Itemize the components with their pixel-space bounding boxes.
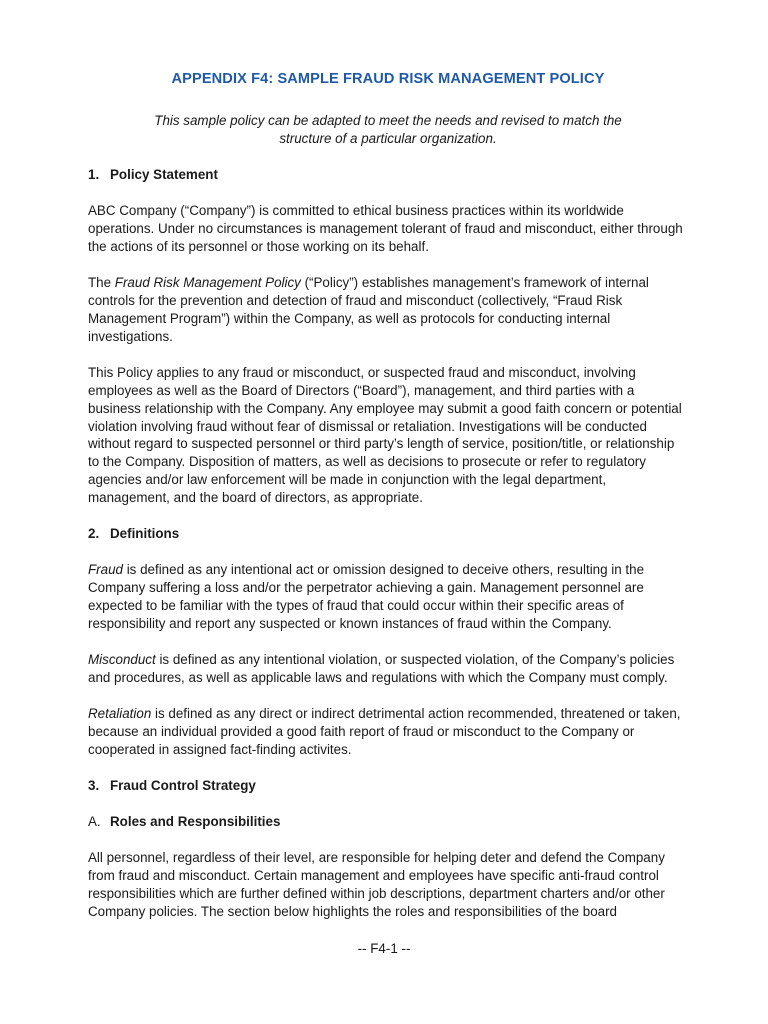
definition-retaliation xyxy=(88,705,688,759)
definition-text: is defined as any direct or indirect detrimental action recommended, threatened or taken, because an individual provided a good faith report of fraud or misconduct to the Company or cooperated in assigned fact-finding activites. xyxy=(88,706,681,757)
paragraph-text: The xyxy=(88,274,115,290)
paragraph: All personnel, regardless of their level, are responsible for helping deter and defend the Company from fraud and misconduct. Certain management and employees have specific anti-fraud control responsibilities which are further defined within job descriptions, department charters and/or other Company policies. The section below highlights the roles and responsibilities of the board xyxy=(88,849,665,919)
policy-term: Fraud Risk Management Policy xyxy=(114,274,301,290)
document-page xyxy=(88,66,688,939)
subtitle-line-2: structure of a particular organization. xyxy=(279,131,497,146)
defined-term: Misconduct xyxy=(88,652,156,668)
defined-term: Fraud xyxy=(88,562,123,578)
defined-term: Retaliation xyxy=(88,706,152,722)
paragraph: ABC Company (“Company”) is committed to ethical business practices within its worldwide operations. Under no circumstances is management tolerant of fraud and misconduct, either through the actions of its personnel or those working on its behalf. xyxy=(88,203,683,254)
paragraph xyxy=(88,274,688,346)
section-3-heading xyxy=(88,777,688,795)
section-2-heading xyxy=(88,525,688,543)
subtitle-line-1: This sample policy can be adapted to meet the needs and revised to match the xyxy=(154,113,622,128)
subsection-letter: A. xyxy=(88,813,101,829)
paragraph: This Policy applies to any fraud or misconduct, or suspected fraud and misconduct, involving employees as well as the Board of Directors (“Board”), management, and third parties with a business relationship with the Company. Any employee may submit a good faith concern or potential violation involving fraud without fear of dismissal or retaliation. Investigations will be conducted without regard to suspected personnel or third party’s length of service, position/title, or relationship to the Company. Disposition of matters, as well as decisions to prosecute or refer to regulatory agencies and/or law enforcement will be made in conjunction with the legal department, management, and the board of directors, as appropriate. xyxy=(88,364,682,506)
document-title: APPENDIX F4: SAMPLE FRAUD RISK MANAGEMENT POLICY xyxy=(171,71,605,87)
section-number: 2. xyxy=(88,526,100,542)
definition-text: is defined as any intentional act or omission designed to deceive others, resulting in the Company suffering a loss and/or the perpetrator achieving a gain. Management personnel are expected to be familiar with the types of fraud that could occur within their specific areas of responsibility and report any suspected or known instances of fraud within the Company. xyxy=(88,562,645,632)
section-1-heading xyxy=(88,166,688,184)
section-title: Definitions xyxy=(110,526,180,542)
page-number: -- F4-1 -- xyxy=(357,941,411,956)
section-number: 3. xyxy=(88,777,100,793)
paragraph-text: (“Policy”) establishes management’s framework of internal controls for the prevention and detection of fraud and misconduct (collectively, “Fraud Risk Management Program”) within the Company, as well as protocols for conducting internal investigations. xyxy=(88,274,649,344)
definition-misconduct xyxy=(88,651,688,687)
definition-fraud xyxy=(88,561,688,633)
definition-text: is defined as any intentional violation, or suspected violation, of the Company’s policies and procedures, as well as applicable laws and regulations with which the Company must comply. xyxy=(88,652,675,686)
section-number: 1. xyxy=(88,167,100,182)
subsection-a-heading xyxy=(88,813,688,831)
document-subtitle xyxy=(88,112,688,148)
subsection-title: Roles and Responsibilities xyxy=(110,813,281,829)
section-title: Fraud Control Strategy xyxy=(110,777,256,793)
section-title: Policy Statement xyxy=(110,167,218,182)
